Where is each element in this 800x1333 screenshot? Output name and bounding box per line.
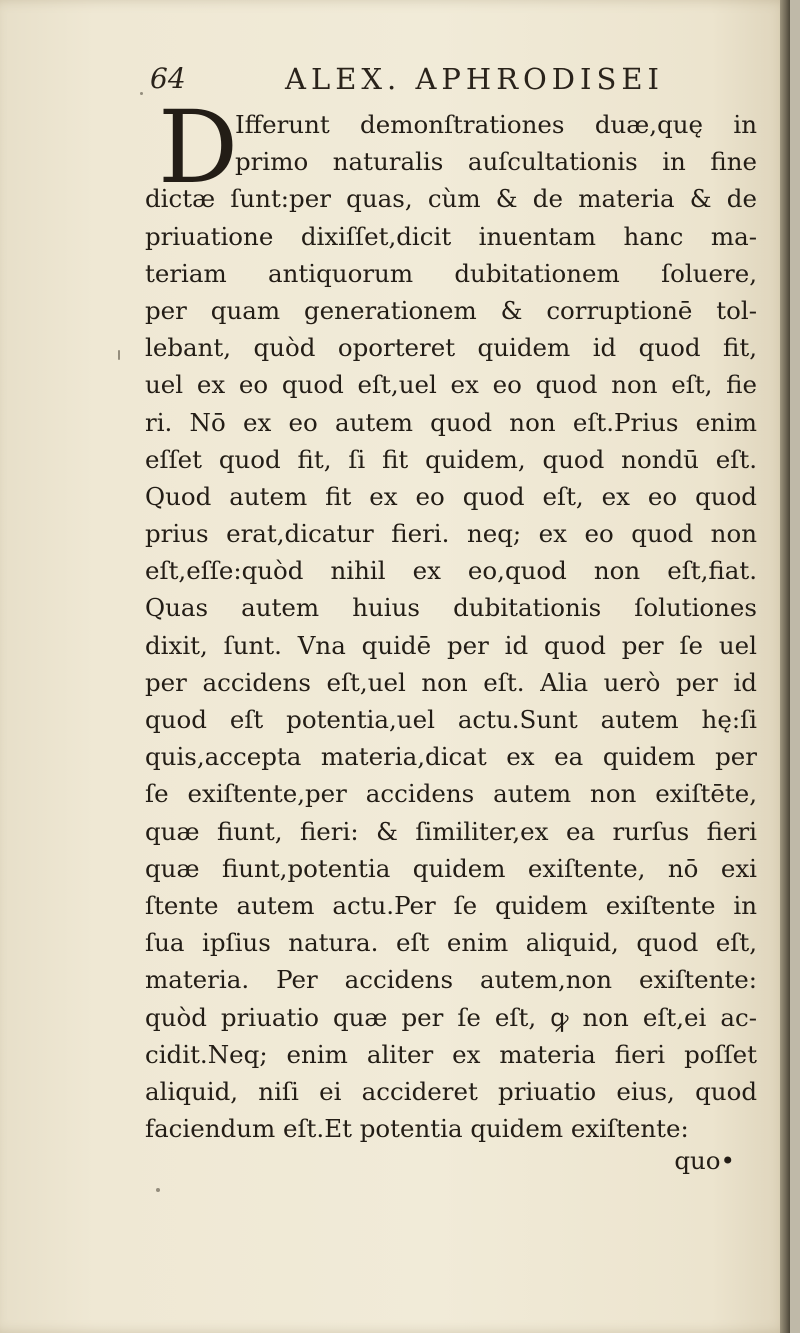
text-line: teriam antiquorum dubitationem ſoluere,: [145, 258, 757, 288]
text-line: ſtente autem actu.Per ſe quidem exiſtente in: [145, 890, 757, 920]
ink-speck: [118, 350, 120, 360]
text-line: aliquid, niſi ei accideret priuatio eius, quod: [145, 1076, 757, 1106]
text-line: lebant, quòd oporteret quidem id quod fit,: [145, 333, 757, 363]
text-line: ſe exiſtente,per accidens autem non exiſtēte,: [145, 779, 757, 809]
text-line: quæ fiunt, fieri: & ſimiliter,ex ea rurſus fieri: [145, 816, 757, 846]
text-line: uel ex eo quod eſt,uel ex eo quod non eſt, fie: [145, 370, 757, 400]
text-line: faciendum eſt.Et potentia quidem exiſtente:: [145, 1114, 689, 1144]
text-line: quod eſt potentia,uel actu.Sunt autem hę:ſi: [145, 705, 757, 734]
running-head: ALEX. APHRODISEI: [285, 62, 665, 96]
text-line: priuatione dixiſſet,dicit inuentam hanc ma-: [145, 221, 757, 251]
text-line: dictæ ſunt:per quas, cùm & de materia & de: [145, 184, 757, 214]
ink-speck: [140, 92, 143, 95]
text-line: quæ fiunt,potentia quidem exiſtente, nō exi: [145, 853, 757, 883]
page-header: [150, 62, 750, 102]
text-line: eſſet quod fit, ſi fit quidem, quod nondū eſt.: [145, 444, 757, 474]
drop-cap-initial: D: [158, 89, 239, 206]
text-line: cidit.Neq; enim aliter ex materia fieri poſſet: [145, 1039, 757, 1069]
text-line: eſt,eſſe:quòd nihil ex eo,quod non eſt,fiat.: [145, 556, 757, 586]
text-line: prius erat,dicatur fieri. neq; ex eo quod non: [145, 519, 757, 549]
text-line: ſua ipſius natura. eſt enim aliquid, quod eſt,: [145, 928, 757, 958]
page-number: 64: [150, 62, 186, 95]
body-text: [145, 89, 757, 1147]
text-line: Ifferunt demonſtrationes duæ,quę in: [235, 110, 757, 139]
text-line: dixit, ſunt. Vna quidē per id quod per ſe uel: [145, 630, 757, 660]
text-line: ri. Nō ex eo autem quod non eſt.Prius enim: [145, 407, 757, 437]
ink-speck: [156, 1188, 160, 1192]
text-line: Quas autem huius dubitationis ſolutiones: [145, 593, 757, 623]
page-edge: [780, 0, 790, 1333]
text-line: quis,accepta materia,dicat ex ea quidem per: [145, 742, 757, 772]
text-line: per accidens eſt,uel non eſt. Alia uerò per id: [145, 667, 757, 697]
text-line: quòd priuatio quæ per ſe eſt, ꝙ non eſt,ei ac-: [145, 1002, 757, 1032]
text-line: Quod autem fit ex eo quod eſt, ex eo quod: [145, 481, 757, 511]
text-line: materia. Per accidens autem,non exiſtente:: [145, 965, 757, 995]
text-line: per quam generationem & corruptionē tol-: [145, 295, 757, 325]
text-line: primo naturalis auſcultationis in fine: [235, 147, 757, 177]
catchword: quo•: [674, 1146, 735, 1175]
